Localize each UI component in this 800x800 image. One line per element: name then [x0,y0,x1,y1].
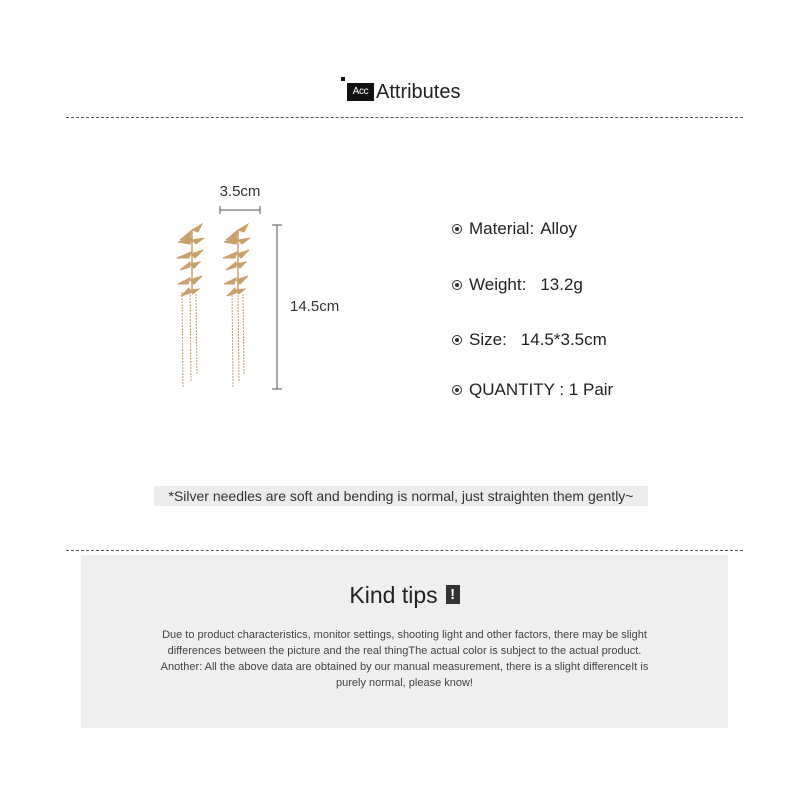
section-title: Attributes [376,81,461,103]
attribute-size [452,326,607,354]
earring-illustration [160,170,380,410]
care-note: *Silver needles are soft and bending is normal, just straighten them gently~ [154,486,648,506]
attribute-value: 14.5*3.5cm [520,330,607,349]
right-earring [223,224,250,388]
attribute-label: Material: [469,219,535,238]
attribute-label: Size: [469,330,507,349]
tips-line: differences between the picture and the real thingThe actual color is subject to the actual product. [167,645,642,657]
kind-tips-panel [81,555,728,728]
header-dot [341,77,345,81]
kind-tips-title: Kind tips [349,582,438,608]
bullet-icon [452,280,462,290]
left-earring [177,224,204,388]
middle-divider [66,550,743,551]
kind-tips-body [111,627,698,691]
attribute-material [452,215,577,243]
kind-tips-heading [81,579,728,611]
tips-line: Due to product characteristics, monitor settings, shooting light and other factors, there may be slight [162,629,647,641]
attribute-quantity [452,376,613,404]
attribute-value: Alloy [540,219,578,238]
tips-line: Another: All the above data are obtained by our manual measurement, there is a slight differenceIt is [160,661,649,673]
attribute-label: Weight: [469,275,527,294]
bullet-icon [452,335,462,345]
bullet-icon [452,385,462,395]
attribute-weight [452,271,583,299]
section-header [0,70,800,110]
header-badge: Acc [347,83,374,101]
bullet-icon [452,224,462,234]
top-divider [66,117,743,118]
width-label: 3.5cm [219,183,261,200]
tips-line: purely normal, please know! [336,677,473,689]
attribute-label: QUANTITY : 1 Pair [469,380,614,399]
attribute-value: 13.2g [540,275,583,294]
exclamation-icon: ! [446,585,460,604]
height-label: 14.5cm [290,298,340,315]
product-figure [160,170,380,410]
